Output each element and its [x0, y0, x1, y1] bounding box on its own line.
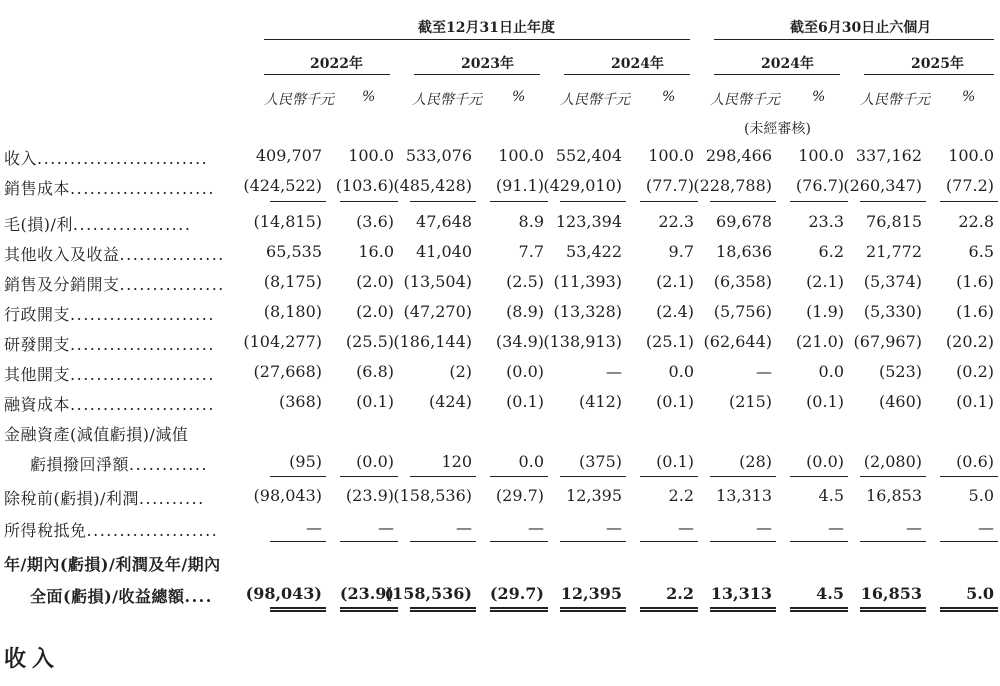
total-double-rule — [410, 607, 476, 612]
subtotal-rule — [560, 201, 626, 202]
cell-value: (25.5) — [345, 332, 394, 351]
cell-value: (2,080) — [863, 452, 922, 471]
cell-value: (5,330) — [863, 302, 922, 321]
leader-dots: ................ — [119, 275, 225, 294]
cell-value: 0.0 — [668, 362, 694, 381]
cell-value: (158,536) — [384, 584, 472, 603]
cell-value: 9.7 — [668, 242, 694, 261]
cell-value: (260,347) — [843, 176, 922, 195]
cell-value: (67,967) — [853, 332, 922, 351]
cell-value: (6,358) — [713, 272, 772, 291]
leader-dots: ...................... — [70, 305, 215, 324]
cell-value: (2.0) — [356, 302, 394, 321]
sub-pct: % — [962, 89, 976, 105]
cell-value: (0.0) — [356, 452, 394, 471]
header-year-2024: 2024年 — [611, 56, 664, 72]
sub-amount: 人民幣千元 — [264, 92, 334, 108]
subtotal-rule — [790, 541, 848, 542]
cell-value: 7.7 — [518, 242, 544, 261]
unaudited-note: (未經審核) — [744, 121, 811, 137]
header-group-half: 截至6月30日止六個月 — [790, 20, 932, 36]
cell-value: 16,853 — [866, 486, 922, 505]
cell-value: 552,404 — [555, 146, 622, 165]
total-double-rule — [490, 607, 548, 612]
total-double-rule — [270, 607, 326, 612]
cell-value: (186,144) — [393, 332, 472, 351]
subtotal-rule — [940, 476, 998, 477]
row-label: 收入.......................... — [4, 149, 209, 168]
row-label-continued: 虧損撥回淨額............ — [30, 455, 209, 474]
total-double-rule — [340, 607, 398, 612]
cell-value: (76.7) — [795, 176, 844, 195]
leader-dots: ................ — [119, 245, 225, 264]
header-year-2025-half: 2025年 — [911, 56, 964, 72]
header-group-year-rule — [264, 39, 690, 40]
cell-value: (25.1) — [645, 332, 694, 351]
cell-value: 120 — [441, 452, 472, 471]
cell-value: 5.0 — [966, 584, 994, 603]
cell-value: (0.1) — [656, 452, 694, 471]
header-year-2023: 2023年 — [461, 56, 514, 72]
cell-value: (34.9) — [495, 332, 544, 351]
cell-value: (158,536) — [393, 486, 472, 505]
cell-value: — — [906, 518, 922, 537]
cell-value: (0.1) — [806, 392, 844, 411]
cell-value: 337,162 — [855, 146, 922, 165]
cell-value: 4.5 — [816, 584, 844, 603]
row-label: 其他收入及收益................ — [4, 245, 225, 264]
cell-value: — — [456, 518, 472, 537]
cell-value: — — [828, 518, 844, 537]
cell-value: (29.7) — [489, 584, 544, 603]
cell-value: (98,043) — [253, 486, 322, 505]
cell-value: (95) — [289, 452, 322, 471]
cell-value: 41,040 — [416, 242, 472, 261]
cell-value: (8.9) — [506, 302, 544, 321]
cell-value: — — [378, 518, 394, 537]
row-label: 行政開支...................... — [4, 305, 215, 324]
leader-dots: .... — [184, 587, 213, 606]
cell-value: (8,175) — [263, 272, 322, 291]
cell-value: (2) — [449, 362, 472, 381]
cell-value: 4.5 — [818, 486, 844, 505]
cell-value: 13,313 — [716, 486, 772, 505]
subtotal-rule — [410, 201, 476, 202]
total-double-rule — [790, 607, 848, 612]
subtotal-rule — [710, 201, 776, 202]
leader-dots: ...................... — [70, 395, 215, 414]
cell-value: 16.0 — [358, 242, 394, 261]
cell-value: (14,815) — [253, 212, 322, 231]
cell-value: (2.1) — [656, 272, 694, 291]
sub-pct: % — [512, 89, 526, 105]
sub-pct: % — [812, 89, 826, 105]
cell-value: (485,428) — [393, 176, 472, 195]
cell-value: 0.0 — [518, 452, 544, 471]
cell-value: (29.7) — [495, 486, 544, 505]
subtotal-rule — [940, 201, 998, 202]
subtotal-rule — [790, 476, 848, 477]
total-double-rule — [710, 607, 776, 612]
total-double-rule — [940, 607, 998, 612]
subtotal-rule — [640, 201, 698, 202]
subtotal-rule — [270, 541, 326, 542]
cell-value: 100.0 — [498, 146, 544, 165]
subtotal-rule — [270, 201, 326, 202]
cell-value: (138,913) — [543, 332, 622, 351]
cell-value: (375) — [578, 452, 622, 471]
header-year-rule — [714, 74, 840, 75]
total-double-rule — [860, 607, 926, 612]
section-title: 收入 — [4, 646, 61, 672]
cell-value: — — [528, 518, 544, 537]
subtotal-rule — [640, 476, 698, 477]
cell-value: 23.3 — [808, 212, 844, 231]
subtotal-rule — [490, 541, 548, 542]
cell-value: (98,043) — [245, 584, 322, 603]
cell-value: (103.6) — [335, 176, 394, 195]
cell-value: 100.0 — [348, 146, 394, 165]
subtotal-rule — [710, 541, 776, 542]
cell-value: (0.1) — [656, 392, 694, 411]
subtotal-rule — [860, 201, 926, 202]
cell-value: 409,707 — [255, 146, 322, 165]
total-double-rule — [640, 607, 698, 612]
cell-value: — — [606, 518, 622, 537]
cell-value: — — [306, 518, 322, 537]
row-label: 研發開支...................... — [4, 335, 215, 354]
cell-value: 53,422 — [566, 242, 622, 261]
header-year-2022: 2022年 — [310, 56, 363, 72]
leader-dots: .................... — [86, 521, 219, 540]
cell-value: (13,504) — [403, 272, 472, 291]
cell-value: (27,668) — [253, 362, 322, 381]
cell-value: — — [606, 362, 622, 381]
subtotal-rule — [640, 541, 698, 542]
cell-value: 6.2 — [818, 242, 844, 261]
cell-value: (91.1) — [495, 176, 544, 195]
cell-value: (0.6) — [956, 452, 994, 471]
header-year-rule — [264, 74, 390, 75]
cell-value: 100.0 — [648, 146, 694, 165]
cell-value: 12,395 — [566, 486, 622, 505]
cell-value: (5,756) — [713, 302, 772, 321]
header-group-half-rule — [714, 39, 994, 40]
cell-value: (2.5) — [506, 272, 544, 291]
cell-value: 18,636 — [716, 242, 772, 261]
cell-value: (11,393) — [553, 272, 622, 291]
cell-value: 12,395 — [560, 584, 622, 603]
subtotal-rule — [940, 541, 998, 542]
cell-value: 69,678 — [716, 212, 772, 231]
cell-value: (424,522) — [243, 176, 322, 195]
leader-dots: .......... — [138, 489, 205, 508]
row-label: 銷售成本...................... — [4, 179, 215, 198]
cell-value: (2.1) — [806, 272, 844, 291]
cell-value: 123,394 — [555, 212, 622, 231]
cell-value: (0.1) — [356, 392, 394, 411]
cell-value: (429,010) — [543, 176, 622, 195]
sub-amount: 人民幣千元 — [860, 92, 930, 108]
cell-value: (0.1) — [956, 392, 994, 411]
cell-value: (1.9) — [806, 302, 844, 321]
cell-value: (104,277) — [243, 332, 322, 351]
cell-value: 22.8 — [958, 212, 994, 231]
cell-value: 76,815 — [866, 212, 922, 231]
cell-value: (0.0) — [806, 452, 844, 471]
header-group-year: 截至12月31日止年度 — [418, 20, 555, 36]
sub-pct: % — [662, 89, 676, 105]
cell-value: (368) — [278, 392, 322, 411]
cell-value: 2.2 — [668, 486, 694, 505]
subtotal-rule — [410, 541, 476, 542]
subtotal-rule — [490, 201, 548, 202]
cell-value: 533,076 — [405, 146, 472, 165]
cell-value: 22.3 — [658, 212, 694, 231]
row-label: 所得稅抵免.................... — [4, 521, 219, 540]
cell-value: (23.9) — [339, 584, 394, 603]
row-label: 除稅前(虧損)/利潤.......... — [4, 489, 205, 508]
header-year-rule — [414, 74, 540, 75]
header-year-rule — [564, 74, 690, 75]
subtotal-rule — [860, 476, 926, 477]
subtotal-rule — [410, 476, 476, 477]
cell-value: (460) — [878, 392, 922, 411]
cell-value: (0.0) — [506, 362, 544, 381]
cell-value: 65,535 — [266, 242, 322, 261]
cell-value: 13,313 — [710, 584, 772, 603]
cell-value: 16,853 — [860, 584, 922, 603]
cell-value: 6.5 — [968, 242, 994, 261]
cell-value: 100.0 — [948, 146, 994, 165]
cell-value: 100.0 — [798, 146, 844, 165]
cell-value: (412) — [578, 392, 622, 411]
leader-dots: ...................... — [70, 365, 215, 384]
cell-value: 0.0 — [818, 362, 844, 381]
row-label: 金融資產(減值虧損)/減值 — [4, 425, 189, 444]
cell-value: (1.6) — [956, 272, 994, 291]
cell-value: (0.1) — [506, 392, 544, 411]
sub-amount: 人民幣千元 — [412, 92, 482, 108]
cell-value: (228,788) — [693, 176, 772, 195]
header-year-rule — [864, 74, 994, 75]
leader-dots: ...................... — [70, 335, 215, 354]
cell-value: 8.9 — [518, 212, 544, 231]
cell-value: — — [756, 518, 772, 537]
header-year-2024-half: 2024年 — [761, 56, 814, 72]
sub-pct: % — [362, 89, 376, 105]
sub-amount: 人民幣千元 — [710, 92, 780, 108]
leader-dots: ...................... — [70, 179, 215, 198]
subtotal-rule — [560, 541, 626, 542]
row-label-continued: 全面(虧損)/收益總額.... — [30, 587, 213, 606]
cell-value: (62,644) — [703, 332, 772, 351]
leader-dots: .......................... — [37, 149, 209, 168]
cell-value: (13,328) — [553, 302, 622, 321]
subtotal-rule — [710, 476, 776, 477]
cell-value: 21,772 — [866, 242, 922, 261]
subtotal-rule — [560, 476, 626, 477]
cell-value: (6.8) — [356, 362, 394, 381]
cell-value: (77.7) — [645, 176, 694, 195]
subtotal-rule — [340, 476, 398, 477]
cell-value: (5,374) — [863, 272, 922, 291]
cell-value: (20.2) — [945, 332, 994, 351]
cell-value: — — [978, 518, 994, 537]
subtotal-rule — [790, 201, 848, 202]
cell-value: (77.2) — [945, 176, 994, 195]
cell-value: (3.6) — [356, 212, 394, 231]
cell-value: (215) — [728, 392, 772, 411]
cell-value: 2.2 — [666, 584, 694, 603]
leader-dots: .................. — [72, 215, 192, 234]
cell-value: (1.6) — [956, 302, 994, 321]
cell-value: (47,270) — [403, 302, 472, 321]
cell-value: — — [756, 362, 772, 381]
row-label: 銷售及分銷開支................ — [4, 275, 225, 294]
subtotal-rule — [270, 476, 326, 477]
cell-value: (2.0) — [356, 272, 394, 291]
cell-value: (0.2) — [956, 362, 994, 381]
total-double-rule — [560, 607, 626, 612]
cell-value: (8,180) — [263, 302, 322, 321]
cell-value: — — [678, 518, 694, 537]
row-label: 年/期內(虧損)/利潤及年/期內 — [4, 555, 221, 574]
cell-value: 47,648 — [416, 212, 472, 231]
cell-value: (23.9) — [345, 486, 394, 505]
cell-value: (2.4) — [656, 302, 694, 321]
cell-value: (523) — [878, 362, 922, 381]
cell-value: (21.0) — [795, 332, 844, 351]
row-label: 融資成本...................... — [4, 395, 215, 414]
subtotal-rule — [340, 541, 398, 542]
row-label: 其他開支...................... — [4, 365, 215, 384]
subtotal-rule — [490, 476, 548, 477]
subtotal-rule — [340, 201, 398, 202]
subtotal-rule — [860, 541, 926, 542]
cell-value: (28) — [739, 452, 772, 471]
sub-amount: 人民幣千元 — [560, 92, 630, 108]
cell-value: (424) — [428, 392, 472, 411]
cell-value: 5.0 — [968, 486, 994, 505]
row-label: 毛(損)/利.................. — [4, 215, 192, 234]
cell-value: 298,466 — [705, 146, 772, 165]
leader-dots: ............ — [129, 455, 209, 474]
